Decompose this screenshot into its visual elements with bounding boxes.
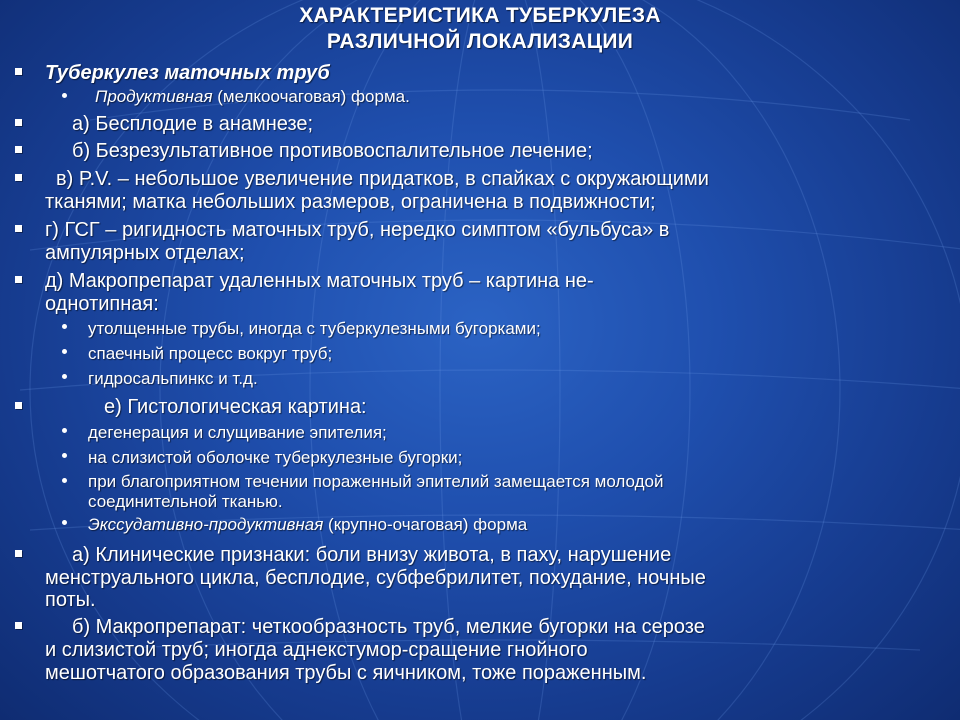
- exudative-form-line: [88, 515, 527, 535]
- item-e: е) Гистологическая картина:: [104, 396, 367, 418]
- item-g-line-2: ампулярных отделах;: [45, 242, 245, 264]
- item-e-sub-2: на слизистой оболочке туберкулезные бугорки;: [88, 448, 463, 467]
- item-g-line-1: г) ГСГ – ригидность маточных труб, нередко симптом «бульбуса» в: [45, 219, 670, 241]
- productive-form-name: Продуктивная: [95, 87, 213, 106]
- dot-bullet-icon: [62, 453, 67, 458]
- item-a: а) Бесплодие в анамнезе;: [72, 113, 314, 135]
- dot-bullet-icon: [62, 478, 67, 483]
- dot-bullet-icon: [62, 520, 67, 525]
- dot-bullet-icon: [62, 428, 67, 433]
- dot-bullet-icon: [62, 349, 67, 354]
- exudative-item-a-line-1: а) Клинические признаки: боли внизу живота, в паху, нарушение: [72, 544, 672, 566]
- exudative-item-b-line-2: и слизистой труб; иногда аднекстумор-сращение гнойного: [45, 639, 588, 661]
- exudative-item-b-line-3: мешотчатого образования трубы с яичником, тоже пораженным.: [45, 662, 647, 684]
- exudative-item-a-line-3: поты.: [45, 589, 96, 611]
- item-d-sub-1: утолщенные трубы, иногда с туберкулезными бугорками;: [88, 319, 541, 338]
- item-d-sub-3: гидросальпинкс и т.д.: [88, 369, 258, 388]
- square-bullet-icon: [15, 119, 22, 126]
- productive-form-line: [95, 87, 410, 107]
- item-e-sub-1: дегенерация и слущивание эпителия;: [88, 423, 387, 442]
- square-bullet-icon: [15, 622, 22, 629]
- square-bullet-icon: [15, 402, 22, 409]
- item-d-line-1: д) Макропрепарат удаленных маточных труб – картина не-: [45, 270, 594, 292]
- exudative-item-b-line-1: б) Макропрепарат: четкообразность труб, мелкие бугорки на серозе: [72, 616, 705, 638]
- item-v-line-2: тканями; матка небольших размеров, ограничена в подвижности;: [45, 191, 656, 213]
- dot-bullet-icon: [62, 374, 67, 379]
- productive-form-rest: (мелкоочаговая) форма.: [212, 87, 410, 106]
- item-e-sub-3-line-2: соединительной тканью.: [88, 492, 283, 511]
- title-line-2: РАЗЛИЧНОЙ ЛОКАЛИЗАЦИИ: [326, 30, 634, 53]
- exudative-form-name: Экссудативно-продуктивная: [88, 515, 324, 534]
- square-bullet-icon: [15, 225, 22, 232]
- item-d-sub-2: спаечный процесс вокруг труб;: [88, 344, 333, 363]
- title-line-1: ХАРАКТЕРИСТИКА ТУБЕРКУЛЕЗА: [299, 4, 661, 27]
- square-bullet-icon: [15, 146, 22, 153]
- square-bullet-icon: [15, 276, 22, 283]
- exudative-form-rest: (крупно-очаговая) форма: [323, 515, 528, 534]
- item-v-line-1: в) P.V. – небольшое увеличение придатков, в спайках с окружающими: [56, 168, 709, 190]
- square-bullet-icon: [15, 550, 22, 557]
- item-e-sub-3-line-1: при благоприятном течении пораженный эпителий замещается молодой: [88, 472, 664, 491]
- item-b: б) Безрезультативное противовоспалительное лечение;: [72, 140, 593, 162]
- section-heading: Туберкулез маточных труб: [45, 62, 330, 84]
- square-bullet-icon: [15, 68, 22, 75]
- dot-bullet-icon: [62, 93, 67, 98]
- exudative-item-a-line-2: менструального цикла, бесплодие, субфебрилитет, похудание, ночные: [45, 567, 706, 589]
- dot-bullet-icon: [62, 324, 67, 329]
- slide-title: [0, 3, 960, 55]
- square-bullet-icon: [15, 174, 22, 181]
- item-d-line-2: однотипная:: [45, 293, 159, 315]
